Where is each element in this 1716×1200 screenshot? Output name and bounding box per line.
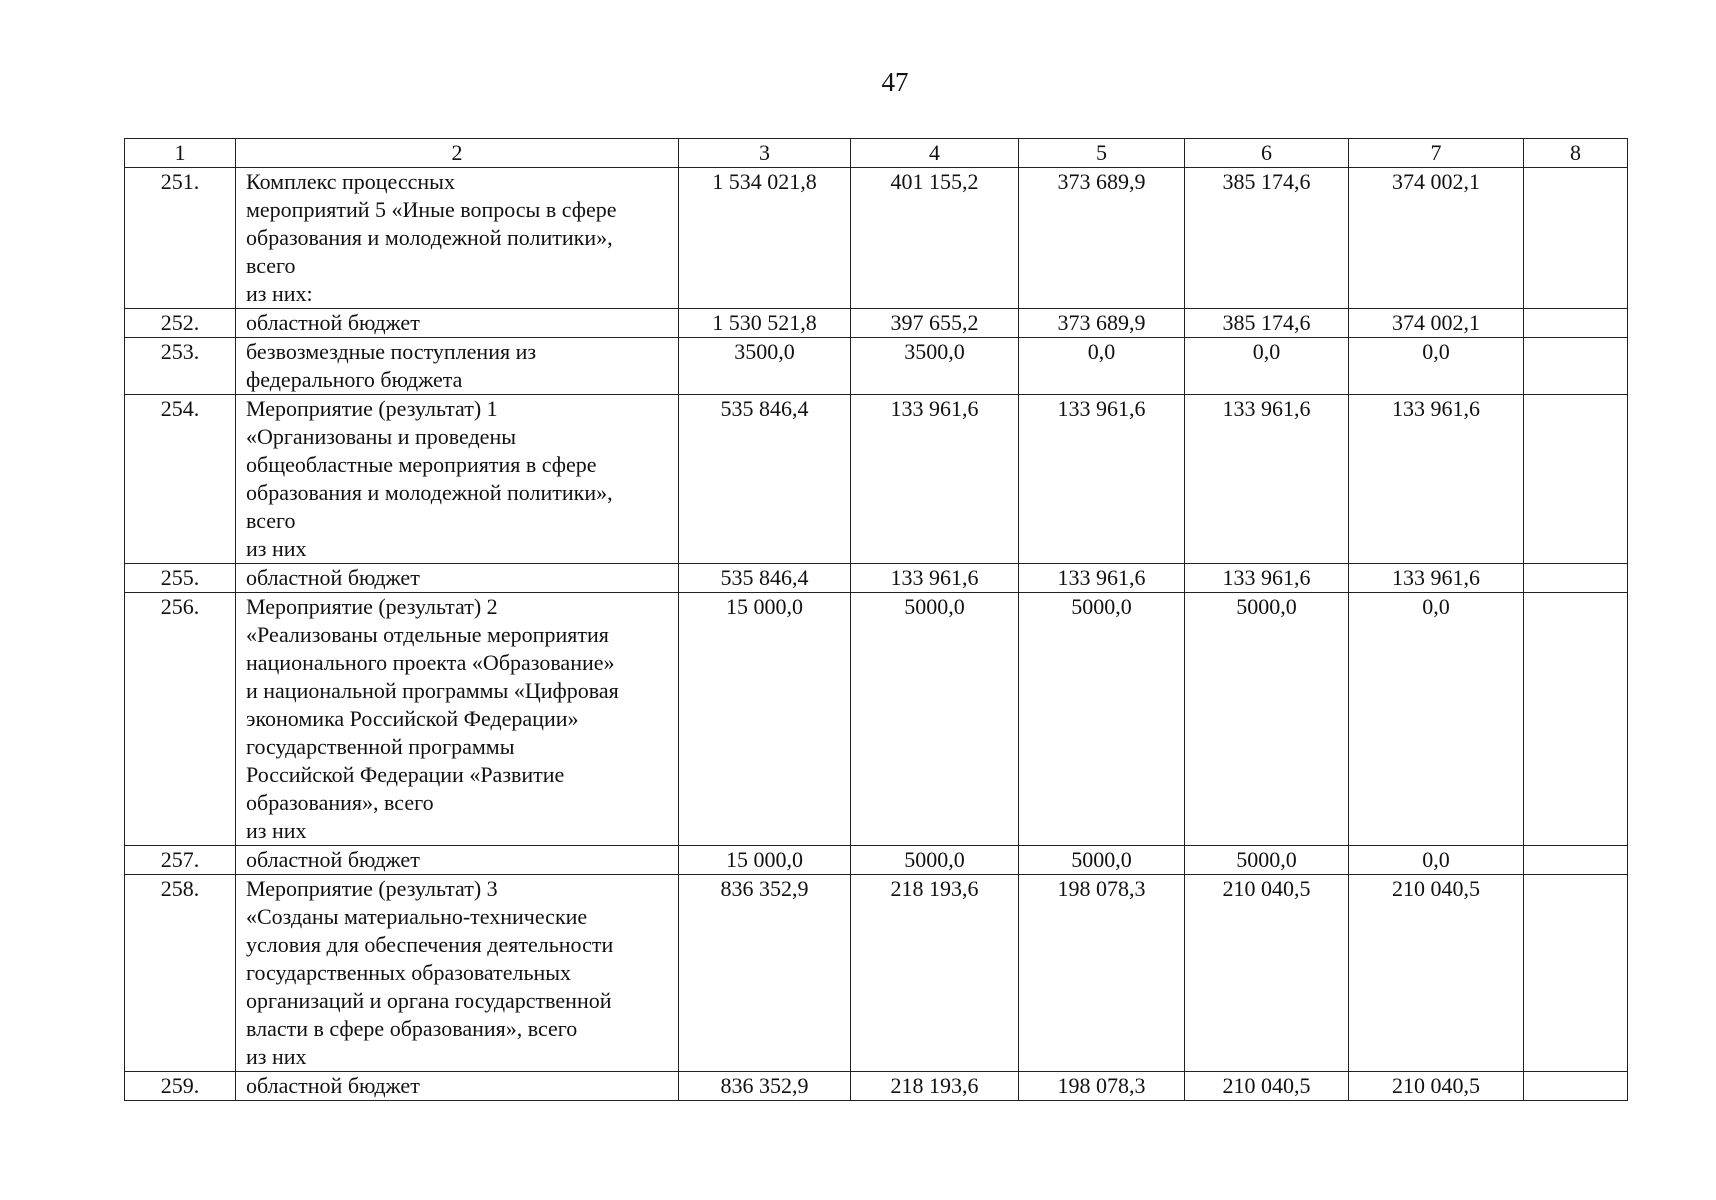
cell-col8: [1524, 564, 1628, 593]
row-description: Мероприятие (результат) 3 «Созданы материально-технические условия для обеспечения деятельности государственных образовательных организаций и органа государственной власти в сфере образования», всего из них: [236, 875, 679, 1072]
cell-col6: 133 961,6: [1185, 564, 1349, 593]
page-number: 47: [881, 67, 909, 97]
cell-col4: 5000,0: [851, 846, 1019, 875]
cell-col3: 535 846,4: [679, 395, 851, 564]
header-row: [125, 139, 1628, 168]
row-description: Мероприятие (результат) 1 «Организованы и проведены общеобластные мероприятия в сфере образования и молодежной политики», всего из них: [236, 395, 679, 564]
cell-col4: 401 155,2: [851, 168, 1019, 309]
table-row: [125, 395, 1628, 564]
cell-col5: 5000,0: [1019, 593, 1185, 846]
cell-col4: 133 961,6: [851, 564, 1019, 593]
cell-col5: 133 961,6: [1019, 564, 1185, 593]
column-header: 8: [1524, 139, 1628, 168]
cell-col8: [1524, 846, 1628, 875]
cell-col8: [1524, 875, 1628, 1072]
column-header: 6: [1185, 139, 1349, 168]
cell-col7: 210 040,5: [1349, 1072, 1524, 1101]
cell-col7: 374 002,1: [1349, 168, 1524, 309]
cell-col3: 1 534 021,8: [679, 168, 851, 309]
table-row: [125, 338, 1628, 395]
cell-col6: 385 174,6: [1185, 309, 1349, 338]
cell-col6: 5000,0: [1185, 593, 1349, 846]
table-row: [125, 1072, 1628, 1101]
cell-col3: 15 000,0: [679, 846, 851, 875]
cell-col4: 397 655,2: [851, 309, 1019, 338]
row-description: Комплекс процессных мероприятий 5 «Иные вопросы в сфере образования и молодежной политики», всего из них:: [236, 168, 679, 309]
cell-col6: 0,0: [1185, 338, 1349, 395]
cell-col5: 198 078,3: [1019, 875, 1185, 1072]
cell-col7: 210 040,5: [1349, 875, 1524, 1072]
row-number: 257.: [125, 846, 236, 875]
cell-col4: 5000,0: [851, 593, 1019, 846]
row-number: 254.: [125, 395, 236, 564]
row-number: 258.: [125, 875, 236, 1072]
column-header: 1: [125, 139, 236, 168]
cell-col4: 218 193,6: [851, 1072, 1019, 1101]
cell-col4: 3500,0: [851, 338, 1019, 395]
row-number: 253.: [125, 338, 236, 395]
cell-col3: 1 530 521,8: [679, 309, 851, 338]
cell-col4: 218 193,6: [851, 875, 1019, 1072]
cell-col6: 385 174,6: [1185, 168, 1349, 309]
column-header: 7: [1349, 139, 1524, 168]
cell-col6: 133 961,6: [1185, 395, 1349, 564]
table-row: [125, 593, 1628, 846]
table-row: [125, 168, 1628, 309]
row-number: 256.: [125, 593, 236, 846]
cell-col3: 836 352,9: [679, 1072, 851, 1101]
cell-col8: [1524, 168, 1628, 309]
row-description: Мероприятие (результат) 2 «Реализованы отдельные мероприятия национального проекта «Образование» и национальной программы «Цифровая экономика Российской Федерации» государственной программы Российской Федерации «Развитие образования», всего из них: [236, 593, 679, 846]
cell-col8: [1524, 309, 1628, 338]
cell-col8: [1524, 593, 1628, 846]
table-row: [125, 846, 1628, 875]
row-description: областной бюджет: [236, 564, 679, 593]
cell-col3: 15 000,0: [679, 593, 851, 846]
row-number: 252.: [125, 309, 236, 338]
cell-col6: 5000,0: [1185, 846, 1349, 875]
cell-col8: [1524, 338, 1628, 395]
row-description: областной бюджет: [236, 846, 679, 875]
row-number: 255.: [125, 564, 236, 593]
table-row: [125, 875, 1628, 1072]
cell-col7: 374 002,1: [1349, 309, 1524, 338]
table-row: [125, 564, 1628, 593]
budget-table: [124, 138, 1628, 1101]
row-number: 259.: [125, 1072, 236, 1101]
cell-col5: 373 689,9: [1019, 309, 1185, 338]
cell-col4: 133 961,6: [851, 395, 1019, 564]
cell-col7: 0,0: [1349, 846, 1524, 875]
row-description: областной бюджет: [236, 309, 679, 338]
cell-col6: 210 040,5: [1185, 1072, 1349, 1101]
row-description: безвозмездные поступления из федерального бюджета: [236, 338, 679, 395]
column-header: 2: [236, 139, 679, 168]
row-number: 251.: [125, 168, 236, 309]
column-header: 3: [679, 139, 851, 168]
cell-col7: 0,0: [1349, 593, 1524, 846]
cell-col5: 133 961,6: [1019, 395, 1185, 564]
cell-col8: [1524, 1072, 1628, 1101]
cell-col3: 836 352,9: [679, 875, 851, 1072]
column-header: 5: [1019, 139, 1185, 168]
cell-col5: 0,0: [1019, 338, 1185, 395]
cell-col5: 373 689,9: [1019, 168, 1185, 309]
cell-col8: [1524, 395, 1628, 564]
cell-col3: 3500,0: [679, 338, 851, 395]
cell-col5: 5000,0: [1019, 846, 1185, 875]
cell-col6: 210 040,5: [1185, 875, 1349, 1072]
column-header: 4: [851, 139, 1019, 168]
cell-col5: 198 078,3: [1019, 1072, 1185, 1101]
row-description: областной бюджет: [236, 1072, 679, 1101]
cell-col3: 535 846,4: [679, 564, 851, 593]
cell-col7: 133 961,6: [1349, 564, 1524, 593]
cell-col7: 0,0: [1349, 338, 1524, 395]
table-row: [125, 309, 1628, 338]
cell-col7: 133 961,6: [1349, 395, 1524, 564]
